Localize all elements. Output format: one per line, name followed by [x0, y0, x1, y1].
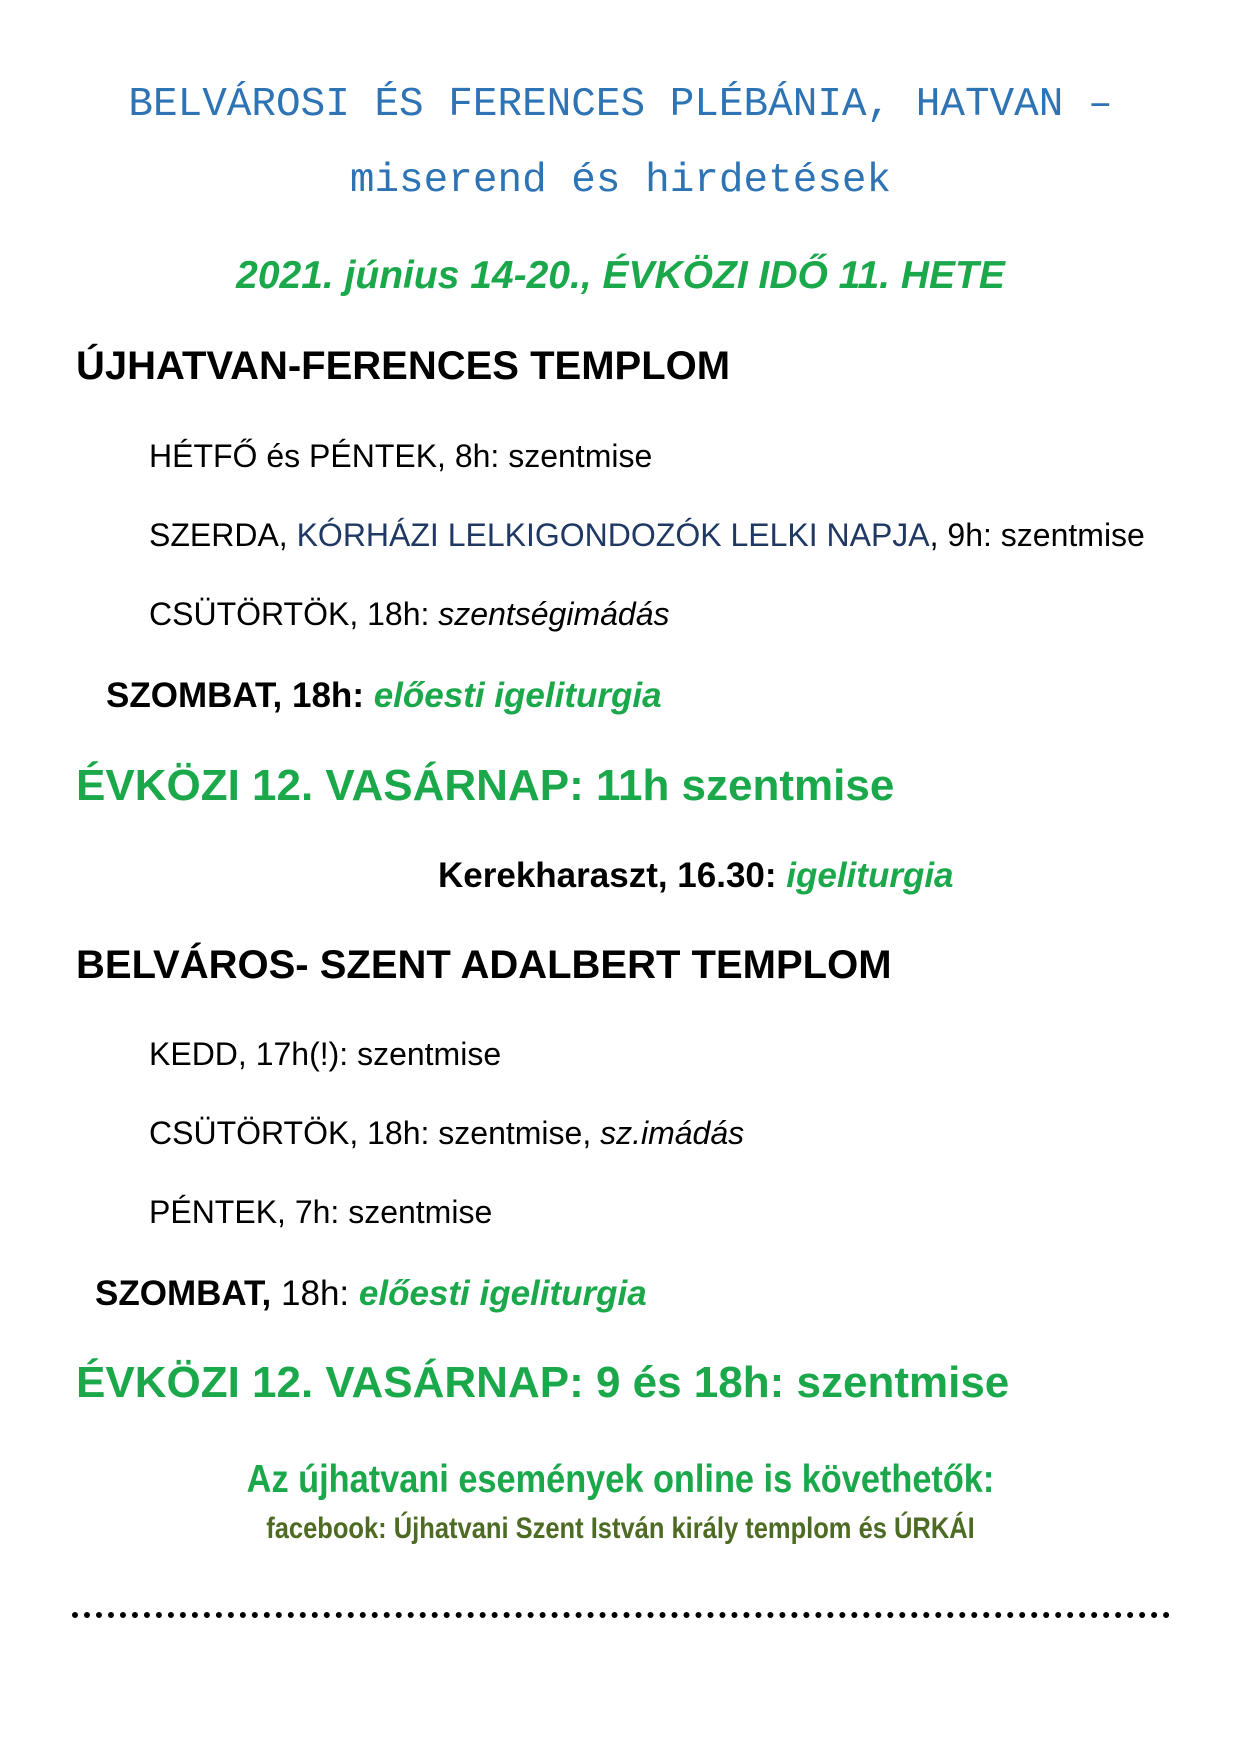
church2-saturday: [95, 1274, 647, 1314]
parish-title: BELVÁROSI ÉS FERENCES PLÉBÁNIA, HATVAN –: [128, 82, 1113, 128]
thu2-day: CSÜTÖRTÖK, 18h: szentmise,: [149, 1115, 601, 1151]
church1-saturday: [106, 676, 662, 716]
sat2-time: 18h:: [271, 1274, 359, 1313]
wed-rest: , 9h: szentmise: [929, 517, 1145, 553]
sat2-day: SZOMBAT,: [95, 1274, 272, 1313]
church1-wednesday: [149, 517, 1145, 554]
wed-day: SZERDA,: [149, 517, 297, 553]
thu-day: CSÜTÖRTÖK, 18h:: [149, 596, 439, 632]
church1-mon-fri: HÉTFŐ és PÉNTEK, 8h: szentmise: [149, 438, 653, 474]
church1-heading: ÚJHATVAN-FERENCES TEMPLOM: [76, 344, 731, 388]
thu-event: szentségimádás: [438, 596, 670, 632]
thu2-event: sz.imádás: [600, 1115, 745, 1151]
wed-event: KÓRHÁZI LELKIGONDOZÓK LELKI NAPJA: [296, 517, 930, 553]
church2-tuesday: KEDD, 17h(!): szentmise: [149, 1036, 502, 1072]
week-date: 2021. június 14-20., ÉVKÖZI IDŐ 11. HETE: [236, 254, 1005, 297]
sat-event: előesti igeliturgia: [373, 676, 662, 715]
church2-friday: PÉNTEK, 7h: szentmise: [149, 1194, 493, 1230]
kerek-label: Kerekharaszt, 16.30:: [438, 856, 787, 895]
sat2-event: előesti igeliturgia: [358, 1274, 647, 1313]
church2-thursday: [149, 1115, 744, 1152]
dotted-divider: [72, 1612, 1170, 1618]
church1-sunday: ÉVKÖZI 12. VASÁRNAP: 11h szentmise: [76, 761, 895, 810]
online-notice: Az újhatvani események online is követhetők:: [246, 1458, 995, 1501]
church2-sunday: ÉVKÖZI 12. VASÁRNAP: 9 és 18h: szentmise: [76, 1358, 1010, 1407]
church2-heading: BELVÁROS- SZENT ADALBERT TEMPLOM: [76, 943, 892, 987]
parish-subtitle: miserend és hirdetések: [349, 158, 892, 204]
facebook-line: facebook: Újhatvani Szent István király templom és ÚRKÁI: [266, 1512, 975, 1545]
kerekharaszt-line: [438, 856, 954, 896]
church1-thursday: [149, 596, 670, 633]
kerek-event: igeliturgia: [786, 856, 954, 895]
sat-day: SZOMBAT, 18h:: [106, 676, 374, 715]
